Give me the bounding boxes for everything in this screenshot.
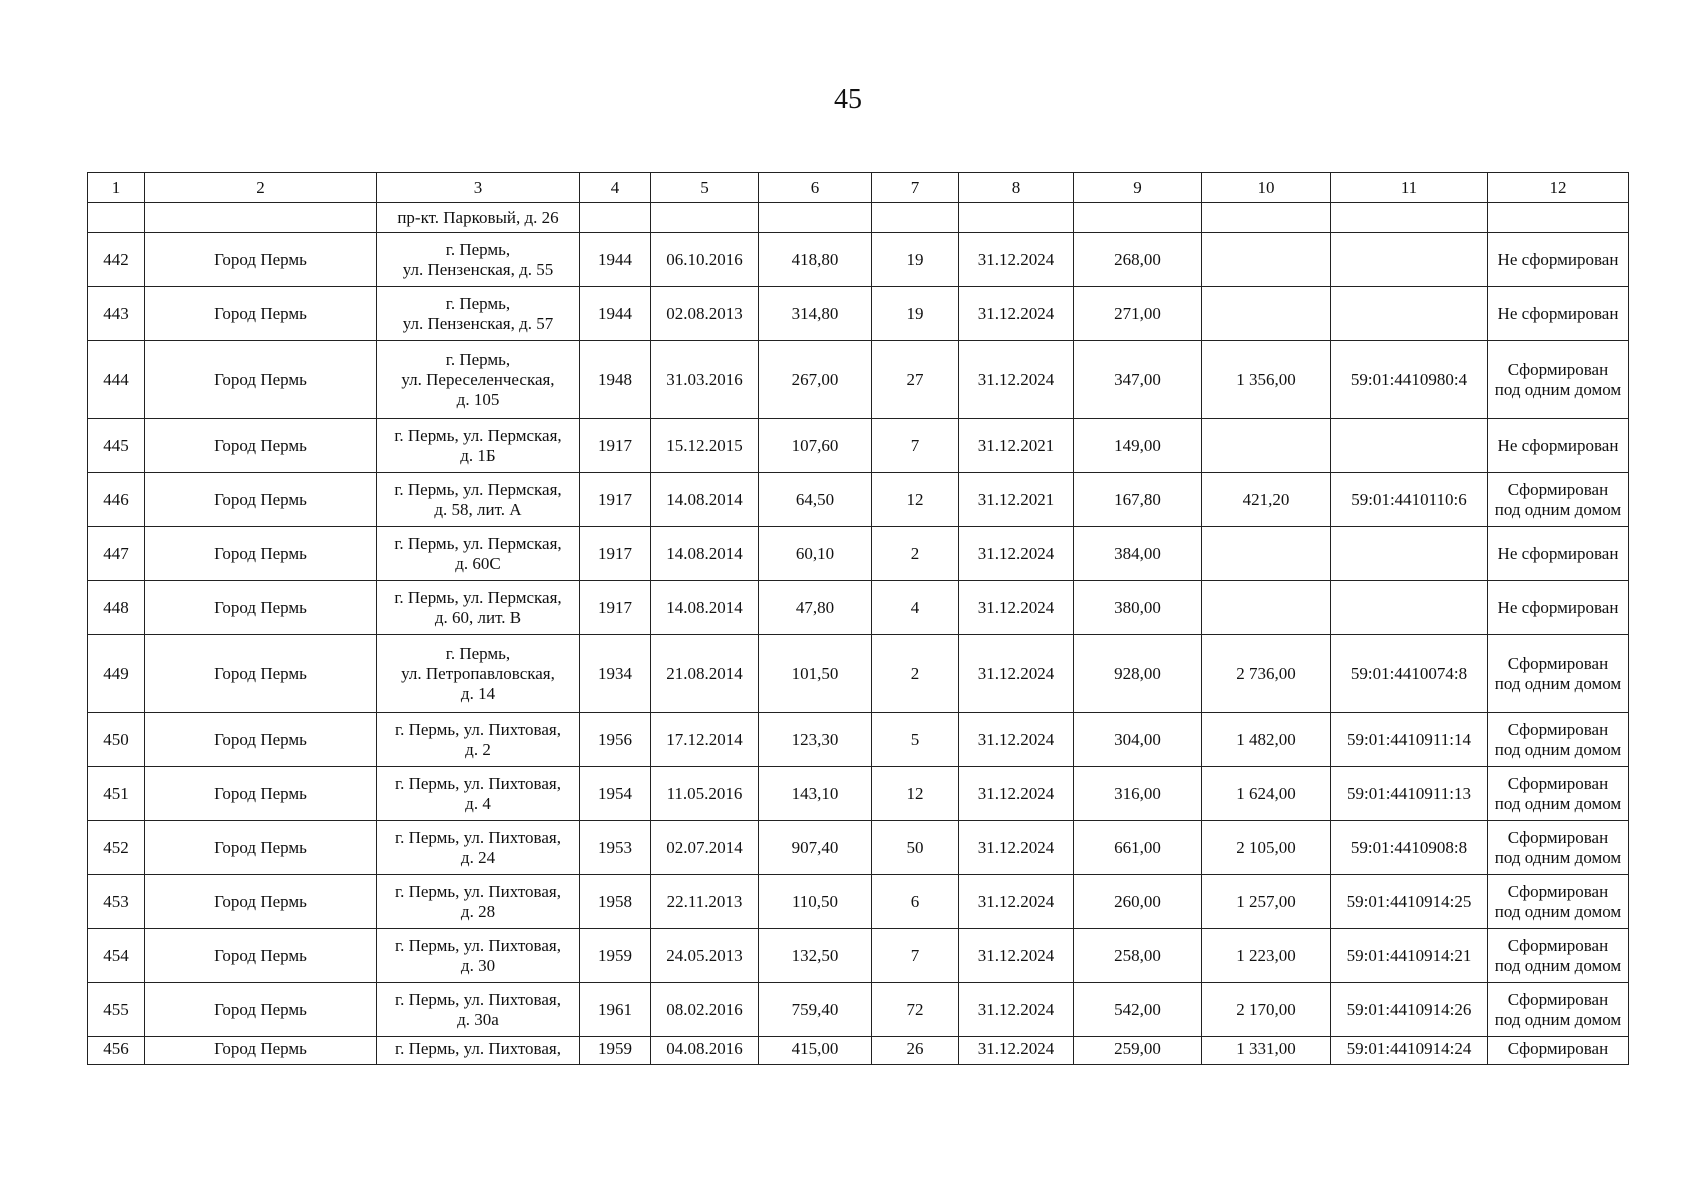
land-area-cell: 2 736,00 [1202, 635, 1331, 713]
land-area-cell [1202, 233, 1331, 287]
area-cell: 64,50 [759, 473, 872, 527]
address-cell: г. Пермь, ул. Пихтовая, д. 30а [377, 983, 580, 1037]
land-area-cell: 1 624,00 [1202, 767, 1331, 821]
table-row [88, 473, 1629, 527]
area-cell: 47,80 [759, 581, 872, 635]
address-cell: г. Пермь, ул. Пензенская, д. 57 [377, 287, 580, 341]
land-area-cell: 1 257,00 [1202, 875, 1331, 929]
resettlement-deadline-cell: 31.12.2024 [959, 713, 1074, 767]
year-built-cell: 1956 [580, 713, 651, 767]
area-cell: 759,40 [759, 983, 872, 1037]
cadastral-number-cell [1331, 527, 1488, 581]
area-cell: 143,10 [759, 767, 872, 821]
land-area-cell: 2 105,00 [1202, 821, 1331, 875]
resettlement-deadline-cell: 31.12.2021 [959, 473, 1074, 527]
table-row [88, 929, 1629, 983]
address-cell: г. Пермь, ул. Переселенческая, д. 105 [377, 341, 580, 419]
column-9-cell: 347,00 [1074, 341, 1202, 419]
district-cell: Город Пермь [145, 581, 377, 635]
column-header: 10 [1202, 173, 1331, 203]
recognition-date-cell: 14.08.2014 [651, 527, 759, 581]
district-cell: Город Пермь [145, 635, 377, 713]
resettlement-deadline-cell: 31.12.2024 [959, 767, 1074, 821]
column-header: 11 [1331, 173, 1488, 203]
resettlement-deadline-cell: 31.12.2024 [959, 929, 1074, 983]
row-number-cell: 442 [88, 233, 145, 287]
recognition-date-cell: 15.12.2015 [651, 419, 759, 473]
resettlement-deadline-cell: 31.12.2024 [959, 527, 1074, 581]
land-area-cell: 1 331,00 [1202, 1037, 1331, 1065]
residents-count-cell: 4 [872, 581, 959, 635]
residents-count-cell: 12 [872, 473, 959, 527]
cadastral-number-cell: 59:01:4410980:4 [1331, 341, 1488, 419]
row-number-cell: 454 [88, 929, 145, 983]
district-cell: Город Пермь [145, 1037, 377, 1065]
table-row [88, 875, 1629, 929]
recognition-date-cell: 04.08.2016 [651, 1037, 759, 1065]
housing-register-table [87, 172, 1629, 1065]
page-number: 45 [834, 84, 862, 115]
address-cell: г. Пермь, ул. Пихтовая, [377, 1037, 580, 1065]
row-number-cell: 451 [88, 767, 145, 821]
column-number-row [88, 173, 1629, 203]
column-header: 7 [872, 173, 959, 203]
land-status-cell: Сформирован под одним домом [1488, 983, 1629, 1037]
column-header: 6 [759, 173, 872, 203]
year-built-cell: 1959 [580, 929, 651, 983]
area-cell: 418,80 [759, 233, 872, 287]
row-number-cell: 444 [88, 341, 145, 419]
recognition-date-cell: 24.05.2013 [651, 929, 759, 983]
land-status-cell: Не сформирован [1488, 527, 1629, 581]
area-cell: 110,50 [759, 875, 872, 929]
continuation-row [88, 203, 1629, 233]
residents-count-cell: 27 [872, 341, 959, 419]
cadastral-number-cell [1331, 581, 1488, 635]
column-9-cell: 384,00 [1074, 527, 1202, 581]
year-built-cell: 1944 [580, 287, 651, 341]
column-header: 12 [1488, 173, 1629, 203]
land-area-cell [1202, 419, 1331, 473]
land-area-cell [1202, 287, 1331, 341]
district-cell: Город Пермь [145, 419, 377, 473]
land-area-cell: 1 482,00 [1202, 713, 1331, 767]
recognition-date-cell: 14.08.2014 [651, 581, 759, 635]
column-9-cell: 259,00 [1074, 1037, 1202, 1065]
resettlement-deadline-cell: 31.12.2024 [959, 875, 1074, 929]
residents-count-cell: 72 [872, 983, 959, 1037]
row-number-cell: 443 [88, 287, 145, 341]
cadastral-number-cell: 59:01:4410110:6 [1331, 473, 1488, 527]
column-9-cell: 271,00 [1074, 287, 1202, 341]
column-9-cell: 316,00 [1074, 767, 1202, 821]
row-number-cell: 449 [88, 635, 145, 713]
land-status-cell: Не сформирован [1488, 287, 1629, 341]
district-cell: Город Пермь [145, 713, 377, 767]
table-row [88, 983, 1629, 1037]
year-built-cell: 1917 [580, 581, 651, 635]
cadastral-number-cell: 59:01:4410908:8 [1331, 821, 1488, 875]
district-cell: Город Пермь [145, 341, 377, 419]
year-built-cell: 1934 [580, 635, 651, 713]
district-cell: Город Пермь [145, 821, 377, 875]
table-row [88, 713, 1629, 767]
area-cell: 415,00 [759, 1037, 872, 1065]
resettlement-deadline-cell: 31.12.2024 [959, 341, 1074, 419]
land-status-cell: Не сформирован [1488, 581, 1629, 635]
recognition-date-cell: 06.10.2016 [651, 233, 759, 287]
land-area-cell: 421,20 [1202, 473, 1331, 527]
address-cell: г. Пермь, ул. Пихтовая, д. 28 [377, 875, 580, 929]
row-number-cell: 452 [88, 821, 145, 875]
row-number-cell: 445 [88, 419, 145, 473]
resettlement-deadline-cell: 31.12.2024 [959, 635, 1074, 713]
column-9-cell: 167,80 [1074, 473, 1202, 527]
table-row [88, 233, 1629, 287]
column-header: 2 [145, 173, 377, 203]
resettlement-deadline-cell: 31.12.2024 [959, 821, 1074, 875]
land-status-cell: Сформирован под одним домом [1488, 821, 1629, 875]
land-status-cell: Не сформирован [1488, 233, 1629, 287]
resettlement-deadline-cell: 31.12.2024 [959, 983, 1074, 1037]
year-built-cell: 1959 [580, 1037, 651, 1065]
cadastral-number-cell: 59:01:4410914:26 [1331, 983, 1488, 1037]
address-cell: г. Пермь, ул. Пихтовая, д. 4 [377, 767, 580, 821]
recognition-date-cell: 22.11.2013 [651, 875, 759, 929]
address-cell: г. Пермь, ул. Петропавловская, д. 14 [377, 635, 580, 713]
year-built-cell: 1944 [580, 233, 651, 287]
cadastral-number-cell: 59:01:4410914:21 [1331, 929, 1488, 983]
residents-count-cell: 2 [872, 527, 959, 581]
recognition-date-cell: 08.02.2016 [651, 983, 759, 1037]
table-row [88, 767, 1629, 821]
cadastral-number-cell: 59:01:4410914:24 [1331, 1037, 1488, 1065]
residents-count-cell: 12 [872, 767, 959, 821]
column-header: 5 [651, 173, 759, 203]
row-number-cell: 456 [88, 1037, 145, 1065]
residents-count-cell: 50 [872, 821, 959, 875]
land-status-cell: Сформирован под одним домом [1488, 713, 1629, 767]
address-cell: г. Пермь, ул. Пензенская, д. 55 [377, 233, 580, 287]
area-cell: 132,50 [759, 929, 872, 983]
district-cell: Город Пермь [145, 473, 377, 527]
row-number-cell: 446 [88, 473, 145, 527]
resettlement-deadline-cell: 31.12.2024 [959, 1037, 1074, 1065]
district-cell: Город Пермь [145, 875, 377, 929]
land-status-cell: Не сформирован [1488, 419, 1629, 473]
residents-count-cell: 5 [872, 713, 959, 767]
table-row [88, 1037, 1629, 1065]
address-cell: г. Пермь, ул. Пихтовая, д. 2 [377, 713, 580, 767]
column-header: 8 [959, 173, 1074, 203]
address-cell: пр-кт. Парковый, д. 26 [377, 203, 580, 233]
table-row [88, 635, 1629, 713]
year-built-cell: 1953 [580, 821, 651, 875]
area-cell: 267,00 [759, 341, 872, 419]
district-cell: Город Пермь [145, 527, 377, 581]
district-cell: Город Пермь [145, 983, 377, 1037]
recognition-date-cell: 11.05.2016 [651, 767, 759, 821]
cadastral-number-cell: 59:01:4410074:8 [1331, 635, 1488, 713]
table-row [88, 419, 1629, 473]
table-row [88, 581, 1629, 635]
cadastral-number-cell [1331, 233, 1488, 287]
resettlement-deadline-cell: 31.12.2024 [959, 287, 1074, 341]
row-number-cell: 447 [88, 527, 145, 581]
land-area-cell [1202, 527, 1331, 581]
land-status-cell: Сформирован под одним домом [1488, 341, 1629, 419]
cadastral-number-cell [1331, 419, 1488, 473]
column-9-cell: 260,00 [1074, 875, 1202, 929]
year-built-cell: 1917 [580, 473, 651, 527]
cadastral-number-cell: 59:01:4410911:13 [1331, 767, 1488, 821]
residents-count-cell: 19 [872, 287, 959, 341]
district-cell: Город Пермь [145, 767, 377, 821]
column-9-cell: 380,00 [1074, 581, 1202, 635]
table-row [88, 527, 1629, 581]
land-status-cell: Сформирован под одним домом [1488, 929, 1629, 983]
row-number-cell: 450 [88, 713, 145, 767]
table-row [88, 287, 1629, 341]
recognition-date-cell: 17.12.2014 [651, 713, 759, 767]
land-area-cell: 2 170,00 [1202, 983, 1331, 1037]
residents-count-cell: 7 [872, 929, 959, 983]
table-row [88, 821, 1629, 875]
recognition-date-cell: 31.03.2016 [651, 341, 759, 419]
resettlement-deadline-cell: 31.12.2024 [959, 581, 1074, 635]
year-built-cell: 1948 [580, 341, 651, 419]
row-number-cell: 453 [88, 875, 145, 929]
row-number-cell: 448 [88, 581, 145, 635]
table-row [88, 341, 1629, 419]
district-cell: Город Пермь [145, 287, 377, 341]
land-status-cell: Сформирован под одним домом [1488, 473, 1629, 527]
residents-count-cell: 19 [872, 233, 959, 287]
area-cell: 123,30 [759, 713, 872, 767]
address-cell: г. Пермь, ул. Пермская, д. 60, лит. В [377, 581, 580, 635]
recognition-date-cell: 14.08.2014 [651, 473, 759, 527]
year-built-cell: 1961 [580, 983, 651, 1037]
recognition-date-cell: 02.07.2014 [651, 821, 759, 875]
area-cell: 101,50 [759, 635, 872, 713]
resettlement-deadline-cell: 31.12.2021 [959, 419, 1074, 473]
year-built-cell: 1917 [580, 527, 651, 581]
column-9-cell: 661,00 [1074, 821, 1202, 875]
land-status-cell: Сформирован под одним домом [1488, 635, 1629, 713]
residents-count-cell: 26 [872, 1037, 959, 1065]
land-area-cell: 1 223,00 [1202, 929, 1331, 983]
column-header: 4 [580, 173, 651, 203]
resettlement-deadline-cell: 31.12.2024 [959, 233, 1074, 287]
residents-count-cell: 6 [872, 875, 959, 929]
address-cell: г. Пермь, ул. Пермская, д. 1Б [377, 419, 580, 473]
column-9-cell: 304,00 [1074, 713, 1202, 767]
year-built-cell: 1958 [580, 875, 651, 929]
column-header: 3 [377, 173, 580, 203]
column-9-cell: 258,00 [1074, 929, 1202, 983]
column-9-cell: 149,00 [1074, 419, 1202, 473]
recognition-date-cell: 02.08.2013 [651, 287, 759, 341]
district-cell: Город Пермь [145, 929, 377, 983]
area-cell: 107,60 [759, 419, 872, 473]
land-area-cell: 1 356,00 [1202, 341, 1331, 419]
column-header: 9 [1074, 173, 1202, 203]
land-status-cell: Сформирован под одним домом [1488, 767, 1629, 821]
cadastral-number-cell: 59:01:4410914:25 [1331, 875, 1488, 929]
land-area-cell [1202, 581, 1331, 635]
year-built-cell: 1954 [580, 767, 651, 821]
address-cell: г. Пермь, ул. Пихтовая, д. 24 [377, 821, 580, 875]
land-status-cell: Сформирован [1488, 1037, 1629, 1065]
column-9-cell: 928,00 [1074, 635, 1202, 713]
address-cell: г. Пермь, ул. Пихтовая, д. 30 [377, 929, 580, 983]
district-cell: Город Пермь [145, 233, 377, 287]
column-header: 1 [88, 173, 145, 203]
row-number-cell: 455 [88, 983, 145, 1037]
column-9-cell: 542,00 [1074, 983, 1202, 1037]
cadastral-number-cell [1331, 287, 1488, 341]
year-built-cell: 1917 [580, 419, 651, 473]
residents-count-cell: 7 [872, 419, 959, 473]
residents-count-cell: 2 [872, 635, 959, 713]
area-cell: 907,40 [759, 821, 872, 875]
recognition-date-cell: 21.08.2014 [651, 635, 759, 713]
land-status-cell: Сформирован под одним домом [1488, 875, 1629, 929]
address-cell: г. Пермь, ул. Пермская, д. 58, лит. А [377, 473, 580, 527]
column-9-cell: 268,00 [1074, 233, 1202, 287]
address-cell: г. Пермь, ул. Пермская, д. 60С [377, 527, 580, 581]
area-cell: 314,80 [759, 287, 872, 341]
cadastral-number-cell: 59:01:4410911:14 [1331, 713, 1488, 767]
area-cell: 60,10 [759, 527, 872, 581]
